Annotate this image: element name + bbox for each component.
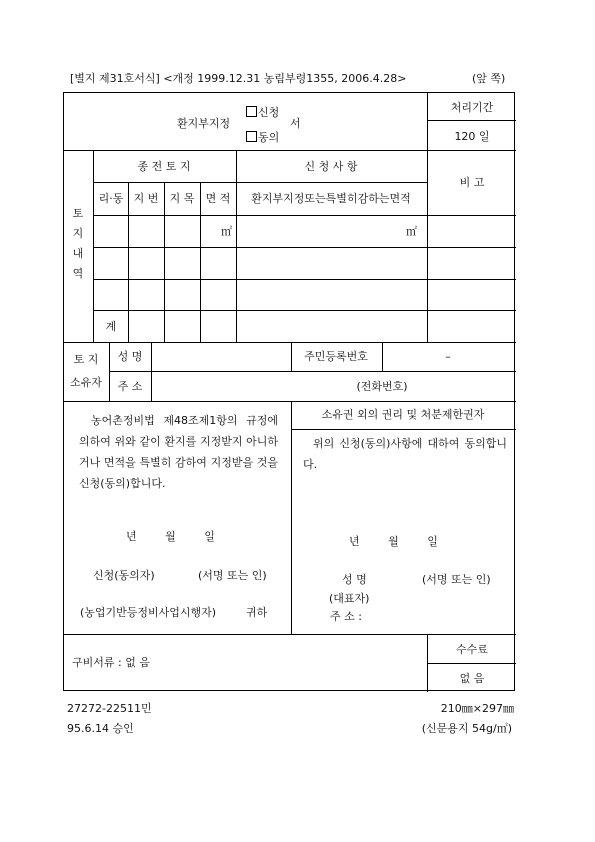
rule [109,342,110,401]
rule [427,663,516,664]
total-label: 계 [105,320,117,333]
rule [164,182,165,342]
fee-value: 없 음 [459,672,485,685]
rights-holder-representative: (대표자) [329,592,370,605]
application-form [63,92,515,691]
revision-note: <개정 1999.12.31 농림부령1355, 2006.4.28> [163,72,407,85]
rights-holder-statement: 위의 신청(동의)사항에 대하여 동의합니다. [303,437,507,471]
rule [64,634,516,635]
owner-section-label-2: 소유자 [70,376,102,389]
rule [151,342,152,401]
processing-period-label: 처리기간 [450,101,494,114]
rights-holder-name-label: 성 명 [342,573,367,586]
rule [64,401,516,402]
paper-size: 210㎜×297㎜ [440,702,514,715]
checkbox-agree[interactable] [246,131,257,142]
processing-period-value: 120 일 [454,130,490,143]
rule [427,150,428,342]
title-main: 환지부지정 [177,117,231,130]
rights-holder-address-label: 주 소 : [330,610,362,623]
rule [236,150,237,342]
application-items-header: 신 청 사 항 [304,160,358,173]
col-lot-number: 지 번 [133,192,159,205]
rule [93,215,516,216]
rule [291,342,292,371]
rule [93,310,516,311]
owner-rrn-label: 주민등록번호 [304,350,368,363]
fee-label: 수수료 [456,643,488,656]
rule [109,371,516,372]
owner-name-label: 성 명 [117,350,143,363]
rule [427,93,428,150]
title-option-apply: 신청 [246,106,279,118]
required-documents: 구비서류 : 없 음 [72,656,150,669]
rights-holder-date: 년 월 일 [349,535,438,548]
rule [93,279,516,280]
owner-rrn-value: – [445,350,451,363]
rule [64,342,516,343]
rule [382,342,383,371]
rule [93,150,94,342]
prior-land-header: 종 전 토 지 [137,160,191,173]
owner-section-label-1: 토 지 [73,353,99,366]
reduced-area-unit: ㎡ [406,225,417,238]
col-land-category: 지 목 [169,192,195,205]
rule [427,634,428,692]
rule [291,429,516,430]
title-suffix: 서 [290,117,301,130]
paper-type: (신문용지 54g/㎡) [421,722,512,735]
applicant-sign-mark: (서명 또는 인) [198,569,267,582]
land-section-label: 토 지 내 역 [72,207,84,280]
owner-phone-label: (전화번호) [356,380,408,393]
rule [427,120,516,121]
applicant-date: 년 월 일 [126,530,215,543]
remarks-header: 비 고 [459,176,485,189]
approval-date: 95.6.14 승인 [67,722,134,735]
rule [291,401,292,634]
rule [93,182,427,183]
title-option-agree: 동의 [246,131,279,143]
recipient-honorific: 귀하 [246,606,268,619]
checkbox-apply[interactable] [246,106,257,117]
rule [64,150,516,151]
form-code: 27272-22511민 [67,702,152,715]
applicant-signer-label: 신청(동의자) [93,569,155,582]
rule [200,182,201,342]
form-number: [별지 제31호서식] [70,72,160,85]
col-ri-dong: 리·동 [98,192,124,205]
rights-holder-sign-mark: (서명 또는 인) [422,573,491,586]
owner-address-label: 주 소 [117,380,143,393]
form-number-revision [70,70,406,86]
rights-holder-title: 소유권 외의 권리 및 처분제한권자 [321,408,485,421]
page-side: (앞 쪽) [472,72,506,85]
recipient-label: (농업기반등정비사업시행자) [80,606,217,619]
rule [93,247,516,248]
col-reduced-area: 환지부지정또는특별히감하는면적 [251,192,411,205]
applicant-statement: 농어촌정비법 제48조제1항의 규정에 의하여 위와 같이 환지를 지정받지 아니하거나 면적을 특별히 감하여 지정받을 것을 신청(동의)합니다. [79,414,278,490]
area-unit: ㎡ [221,225,232,238]
col-area: 면 적 [205,192,231,205]
rule [128,182,129,342]
